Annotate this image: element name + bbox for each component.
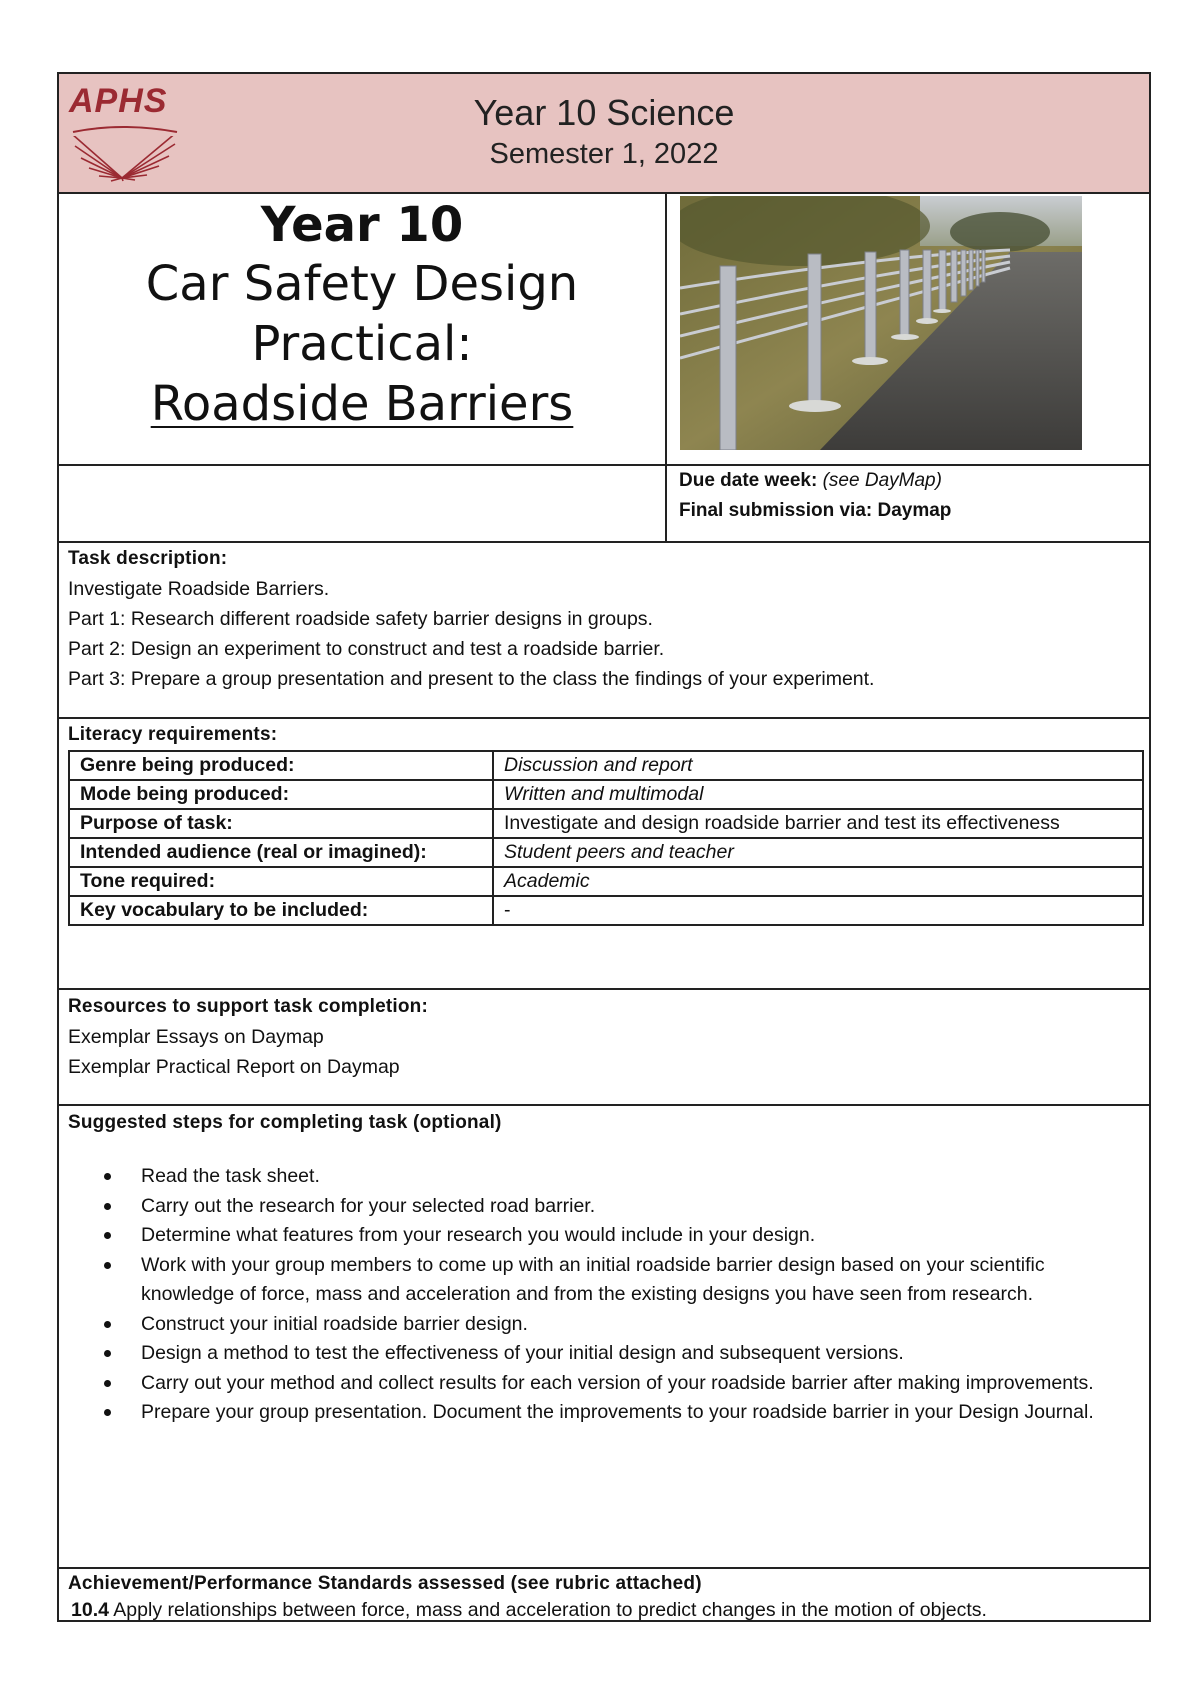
table-key: Tone required: [69,867,493,896]
table-row [69,780,1143,809]
list-item [68,1310,1140,1340]
bullet-icon [104,1173,111,1180]
list-item [68,1221,1140,1251]
table-row [69,838,1143,867]
list-item [68,1369,1140,1399]
table-key: Mode being produced: [69,780,493,809]
title-topic: Roadside Barriers [150,376,574,432]
literacy-heading: Literacy requirements: [68,724,278,745]
table-key: Genre being produced: [69,751,493,780]
standard-text: Apply relationships between force, mass and acceleration to predict changes in the motion of objects. [108,1599,987,1621]
bullet-icon [104,1350,111,1357]
resources-heading: Resources to support task completion: [68,996,429,1017]
table-row [69,867,1143,896]
steps-section [68,1108,1140,1428]
bullet-icon [104,1409,111,1416]
divider [59,988,1149,990]
semester-label: Semester 1, 2022 [489,138,719,170]
divider [59,1567,1149,1569]
standard-line [68,1597,1140,1624]
resource-line: Exemplar Essays on Daymap [68,1026,324,1048]
task-description [68,544,1140,694]
assignment-title [59,192,665,464]
step-text: Carry out your method and collect results for each version of your roadside barrier after making improvements. [141,1371,1094,1394]
submission-label: Final submission via: Daymap [679,500,952,521]
step-text: Work with your group members to come up with an initial roadside barrier design based on your scientific knowledge of force, mass and acceleration and from the existing designs you have seen from research. [141,1253,1045,1305]
bullet-icon [104,1321,111,1328]
step-text: Prepare your group presentation. Document the improvements to your roadside barrier in your Design Journal. [141,1401,1094,1423]
table-row [69,896,1143,925]
table-key: Purpose of task: [69,809,493,838]
table-row [69,751,1143,780]
bullet-icon [104,1203,111,1210]
due-value: (see DayMap) [822,470,942,491]
title-year: Year 10 [260,197,464,253]
table-value: Academic [493,867,1143,896]
bullet-icon [104,1262,111,1269]
bullet-icon [104,1232,111,1239]
step-text: Read the task sheet. [141,1165,320,1187]
header-banner [59,74,1149,192]
column-divider [665,192,667,541]
list-item [68,1398,1140,1428]
divider [59,1104,1149,1106]
divider [59,717,1149,719]
due-info [679,466,951,526]
task-line: Investigate Roadside Barriers. [68,578,330,600]
standards-heading: Achievement/Performance Standards assessed (see rubric attached) [68,1573,702,1594]
standard-code: 10.4 [71,1599,109,1621]
literacy-heading-wrap [68,720,1140,750]
title-line: Car Safety Design [145,256,579,312]
task-sheet [57,72,1151,1622]
bullet-icon [104,1380,111,1387]
list-item [68,1162,1140,1192]
steps-list [68,1162,1140,1428]
table-value: Student peers and teacher [493,838,1143,867]
table-value: Investigate and design roadside barrier and test its effectiveness [493,809,1143,838]
list-item [68,1339,1140,1369]
task-line: Part 3: Prepare a group presentation and present to the class the findings of your experiment. [68,668,875,690]
standards-section [68,1570,1140,1624]
steps-heading: Suggested steps for completing task (optional) [68,1112,502,1133]
roadside-barrier-photo [680,196,1082,450]
resources-section [68,992,1140,1082]
list-item [68,1251,1140,1310]
task-heading: Task description: [68,548,228,569]
step-text: Construct your initial roadside barrier design. [141,1312,528,1335]
literacy-table [68,750,1144,926]
task-line: Part 1: Research different roadside safety barrier designs in groups. [68,608,653,630]
divider [59,541,1149,543]
table-value: Discussion and report [493,751,1143,780]
table-value: - [493,896,1143,925]
logo-text: APHS [69,82,168,120]
step-text: Carry out the research for your selected road barrier. [141,1194,596,1217]
table-row [69,809,1143,838]
task-line: Part 2: Design an experiment to construct and test a roadside barrier. [68,638,665,660]
resource-line: Exemplar Practical Report on Daymap [68,1056,400,1078]
table-value: Written and multimodal [493,780,1143,809]
divider [59,464,1149,466]
step-text: Determine what features from your research you would include in your design. [141,1224,816,1246]
table-key: Key vocabulary to be included: [69,896,493,925]
list-item [68,1192,1140,1222]
table-key: Intended audience (real or imagined): [69,838,493,867]
title-line: Practical: [251,316,473,372]
subject-title: Year 10 Science [473,92,735,133]
due-label: Due date week: [679,470,818,491]
step-text: Design a method to test the effectiveness of your initial design and subsequent versions. [141,1342,904,1364]
